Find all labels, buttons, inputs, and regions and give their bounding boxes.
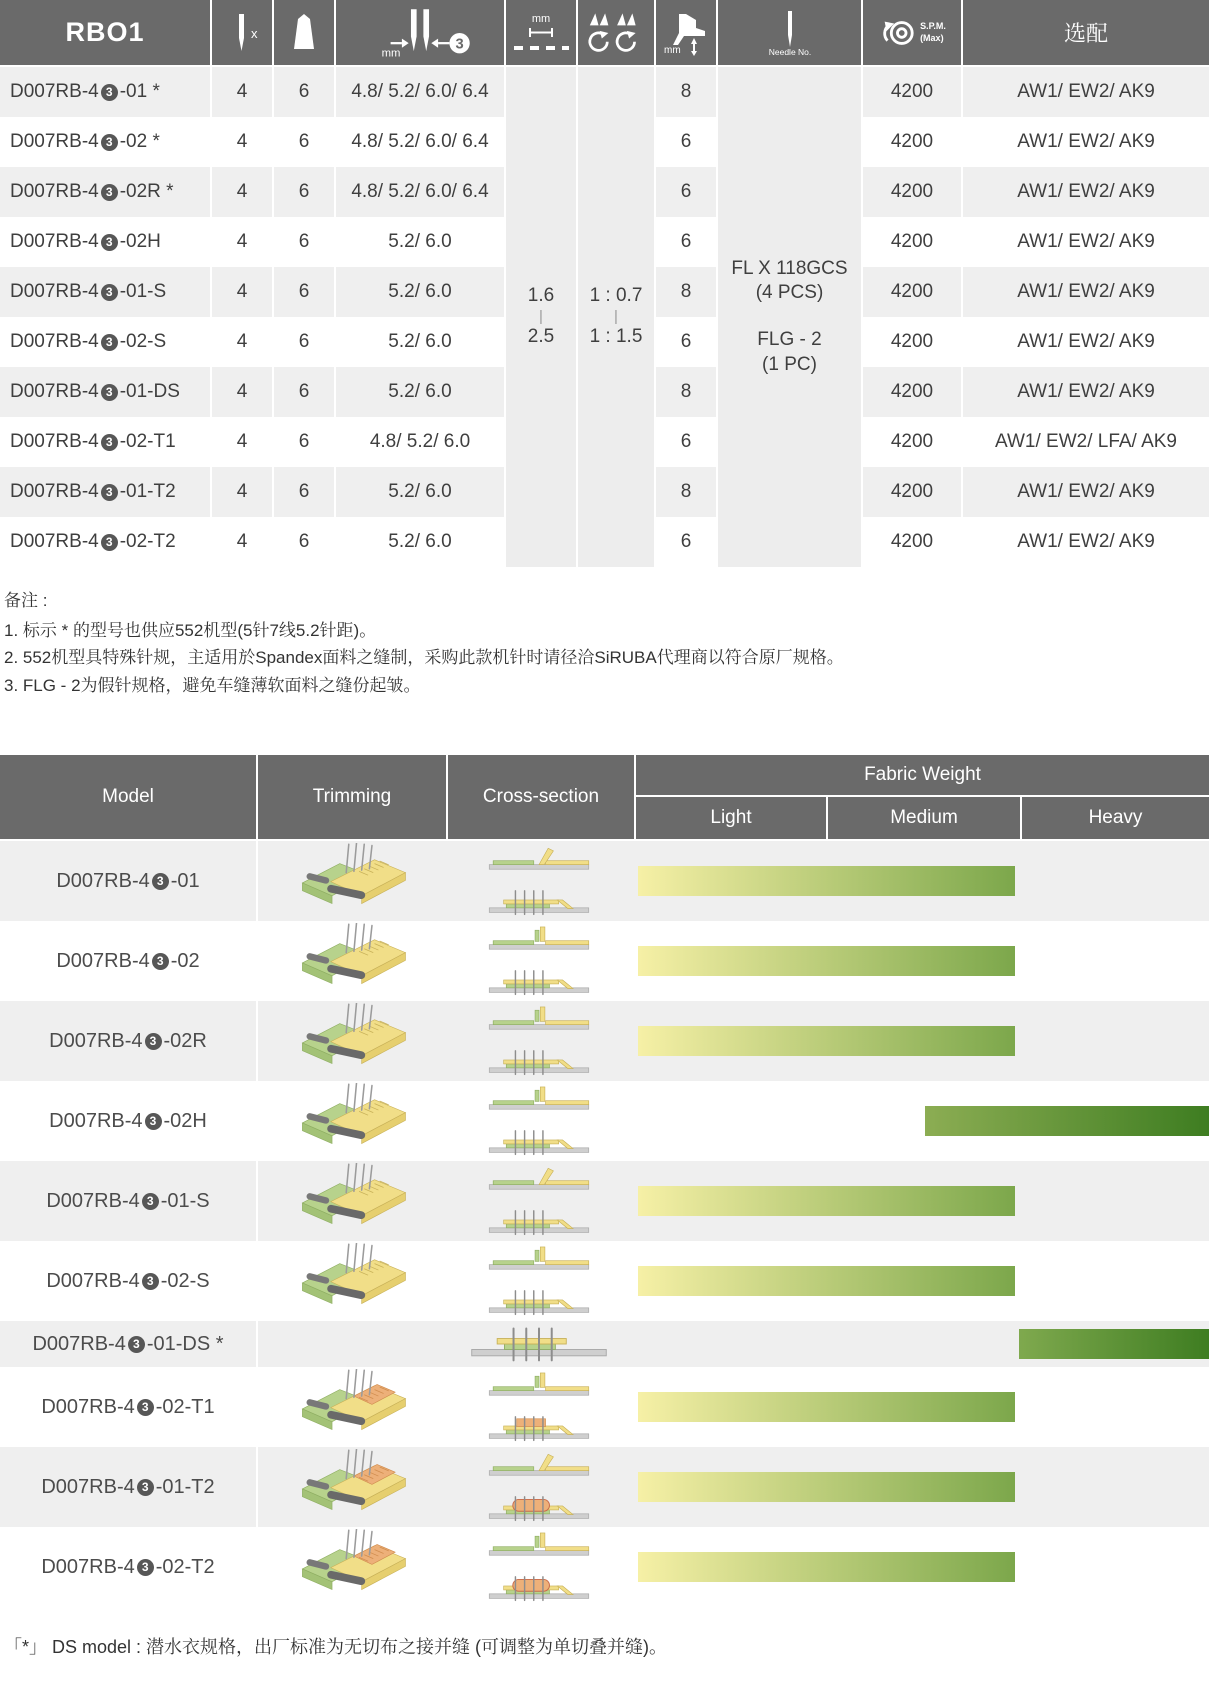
trimming-illustration [258, 1367, 446, 1447]
fabric-weight-bar [1019, 1329, 1209, 1359]
model-row-content [258, 841, 1209, 921]
thread-count-cell: 6 [274, 417, 334, 467]
stitch-length-max: 2.5 [527, 326, 555, 348]
needle-gauge-cell: 4.8/ 5.2/ 6.0/ 6.4 [336, 67, 504, 117]
speed-cell: 4200 [863, 167, 961, 217]
circled-3-badge: 3 [101, 284, 118, 301]
differential-ratio-max: 1 : 1.5 [589, 326, 643, 348]
model-name: D007RB-4 [56, 949, 150, 972]
needle-count-header [212, 0, 272, 65]
model-column-header: Model [0, 755, 256, 839]
fabric-medium-header: Medium [828, 797, 1022, 839]
stitch-length-min: 1.6 [527, 285, 555, 307]
model-row-content [258, 1447, 1209, 1527]
circled-3-badge: 3 [101, 184, 118, 201]
model-cell [0, 1241, 256, 1321]
fabric-weight-bar [925, 1106, 1209, 1136]
fabric-weight-cell [632, 1161, 1209, 1241]
spm-max-label: (Max) [920, 32, 944, 43]
optional-accessories-cell: AW1/ EW2/ AK9 [963, 67, 1209, 117]
foot-lift-cell: 6 [656, 167, 716, 217]
circled-3-badge: 3 [128, 1336, 145, 1353]
model-cell [0, 217, 210, 267]
note-item: 1. 标示 * 的型号也供应552机型(5针7线5.2针距)。 [4, 620, 377, 640]
fabric-weight-cell [632, 921, 1209, 1001]
circled-3-badge: 3 [101, 84, 118, 101]
model-name: D007RB-4 [10, 431, 99, 452]
notes-section [4, 587, 1209, 699]
needle-count-cell: 4 [212, 317, 272, 367]
model-name: D007RB-4 [10, 81, 99, 102]
model-name-suffix: -02-T2 [155, 1555, 215, 1578]
model-cell [0, 517, 210, 567]
model-name-suffix: -01-S [119, 281, 167, 302]
foot-lift-cell: 6 [656, 417, 716, 467]
thread-count-cell: 6 [274, 467, 334, 517]
fabric-weight-bar [638, 1552, 1015, 1582]
needle-count-cell: 4 [212, 467, 272, 517]
model-name-suffix: -01-DS [119, 381, 180, 402]
needle-gauge-cell: 5.2/ 6.0 [336, 217, 504, 267]
model-table [0, 755, 1209, 1607]
model-name: D007RB-4 [46, 1189, 140, 1212]
cross-section-illustration [446, 1241, 632, 1321]
range-separator: | [539, 307, 543, 325]
model-table-row [0, 921, 1209, 1001]
thread-count-cell: 6 [274, 267, 334, 317]
model-row-content [258, 1001, 1209, 1081]
speed-cell: 4200 [863, 67, 961, 117]
model-cell [0, 67, 210, 117]
trimming-illustration [258, 1527, 446, 1607]
model-name: D007RB-4 [10, 381, 99, 402]
model-name: D007RB-4 [41, 1475, 135, 1498]
stitch-length-icon [511, 10, 571, 56]
model-name: D007RB-4 [10, 281, 99, 302]
needle-gauge-cell: 5.2/ 6.0 [336, 467, 504, 517]
optional-header-label: 选配 [1063, 21, 1108, 46]
model-name-suffix: -02-S [160, 1269, 210, 1292]
differential-feed-icon [585, 9, 647, 57]
spm-label: S.P.M. [920, 21, 946, 32]
trimming-column-header: Trimming [258, 755, 446, 839]
spec-table-header [0, 0, 1209, 65]
model-name-suffix: -02R [163, 1029, 207, 1052]
cross-section-illustration [446, 1001, 632, 1081]
circled-3-badge: 3 [137, 1399, 154, 1416]
model-cell [0, 317, 210, 367]
fabric-weight-cell [632, 1447, 1209, 1527]
cross-section-illustration [446, 1161, 632, 1241]
needle-gauge-cell: 5.2/ 6.0 [336, 517, 504, 567]
thread-count-cell: 6 [274, 517, 334, 567]
notes-title: 备注 : [4, 591, 48, 610]
needle-count-cell: 4 [212, 67, 272, 117]
optional-accessories-cell: AW1/ EW2/ AK9 [963, 517, 1209, 567]
thread-count-header [274, 0, 334, 65]
model-name: D007RB-4 [10, 331, 99, 352]
stitch-length-header [506, 0, 576, 65]
cross-section-illustration [446, 841, 632, 921]
model-row-content [258, 1527, 1209, 1607]
circled-3-badge: 3 [101, 134, 118, 151]
thread-count-icon [282, 11, 326, 55]
foot-lift-cell: 8 [656, 267, 716, 317]
model-cell [0, 1321, 256, 1367]
thread-count-cell: 6 [274, 117, 334, 167]
model-name: D007RB-4 [41, 1395, 135, 1418]
needle-system-icon [755, 9, 825, 57]
fabric-weight-cell [632, 1241, 1209, 1321]
circled-3-badge: 3 [137, 1559, 154, 1576]
fabric-weight-cell [632, 841, 1209, 921]
circled-3-badge: 3 [152, 953, 169, 970]
model-table-row [0, 1081, 1209, 1161]
optional-accessories-cell: AW1/ EW2/ AK9 [963, 167, 1209, 217]
speed-cell: 4200 [863, 367, 961, 417]
model-name: D007RB-4 [56, 869, 150, 892]
optional-accessories-cell: AW1/ EW2/ AK9 [963, 117, 1209, 167]
thread-count-cell: 6 [274, 67, 334, 117]
foot-lift-cell: 8 [656, 367, 716, 417]
model-table-row [0, 1321, 1209, 1367]
circled-3-badge: 3 [145, 1033, 162, 1050]
trimming-illustration [258, 1161, 446, 1241]
spec-table [0, 0, 1209, 567]
svg-text:mm: mm [381, 47, 401, 59]
circled-3-badge: 3 [142, 1193, 159, 1210]
model-name-suffix: -02H [119, 231, 161, 252]
cross-section-illustration [446, 1527, 632, 1607]
footer-note: 「*」 DS model : 潜水衣规格，出厂标准为无切布之接并缝 (可调整为单切叠并缝)。 [4, 1637, 668, 1658]
model-name-suffix: -01 [170, 869, 200, 892]
optional-accessories-cell: AW1/ EW2/ AK9 [963, 217, 1209, 267]
differential-ratio-merged-cell [578, 67, 654, 567]
foot-lift-header [656, 0, 716, 65]
model-cell [0, 921, 256, 1001]
series-title-cell [0, 0, 210, 65]
speed-cell: 4200 [863, 517, 961, 567]
range-separator: | [614, 307, 618, 325]
model-cell [0, 267, 210, 317]
model-name-suffix: -01-T2 [119, 481, 176, 502]
optional-accessories-cell: AW1/ EW2/ AK9 [963, 267, 1209, 317]
svg-text:Needle No.: Needle No. [768, 46, 811, 57]
model-row-content [258, 1367, 1209, 1447]
thread-count-cell: 6 [274, 167, 334, 217]
model-name-suffix: -02 * [119, 131, 160, 152]
speed-cell: 4200 [863, 467, 961, 517]
model-name: D007RB-4 [10, 131, 99, 152]
note-item: 2. 552机型具特殊针规，主适用於Spandex面料之缝制，采购此款机针时请径洽SiRUBA代理商以符合原厂规格。 [4, 648, 844, 668]
speed-header [863, 0, 961, 65]
cross-section-illustration [446, 1447, 632, 1527]
foot-lift-cell: 6 [656, 217, 716, 267]
model-row-content [258, 1321, 1209, 1367]
needle-system-header [718, 0, 861, 65]
model-table-header [0, 755, 1209, 839]
model-cell [0, 1367, 256, 1447]
needle-count-cell: 4 [212, 117, 272, 167]
needle-count-cell: 4 [212, 217, 272, 267]
speed-cell: 4200 [863, 117, 961, 167]
fabric-weight-cell [632, 1321, 1209, 1367]
circled-3-badge: 3 [145, 1113, 162, 1130]
thread-count-cell: 6 [274, 317, 334, 367]
speed-cell: 4200 [863, 217, 961, 267]
foot-lift-cell: 8 [656, 67, 716, 117]
model-cell [0, 841, 256, 921]
circled-3-badge: 3 [101, 384, 118, 401]
model-name-suffix: -01-S [160, 1189, 210, 1212]
differential-ratio-min: 1 : 0.7 [589, 285, 643, 307]
needle-system-line4: (1 PC) [762, 353, 817, 375]
model-row-content [258, 1161, 1209, 1241]
needle-gauge-icon [365, 7, 475, 59]
model-cell [0, 167, 210, 217]
needle-gauge-cell: 4.8/ 5.2/ 6.0/ 6.4 [336, 167, 504, 217]
cross-section-illustration [446, 1367, 632, 1447]
model-name: D007RB-4 [49, 1029, 143, 1052]
model-name: D007RB-4 [46, 1269, 140, 1292]
optional-accessories-cell: AW1/ EW2/ AK9 [963, 367, 1209, 417]
needle-system-merged-cell [718, 67, 861, 567]
model-name: D007RB-4 [10, 181, 99, 202]
svg-text:mm: mm [664, 44, 681, 56]
foot-lift-cell: 6 [656, 117, 716, 167]
needle-gauge-header [336, 0, 504, 65]
cross-section-illustration [446, 921, 632, 1001]
model-name: D007RB-4 [10, 531, 99, 552]
model-row-content [258, 1081, 1209, 1161]
model-name-suffix: -01-DS * [146, 1332, 224, 1355]
model-name-suffix: -01-T2 [155, 1475, 215, 1498]
series-title: RBO1 [65, 17, 145, 47]
model-cell [0, 367, 210, 417]
optional-accessories-cell: AW1/ EW2/ LFA/ AK9 [963, 417, 1209, 467]
circled-3-badge: 3 [137, 1479, 154, 1496]
fabric-weight-cell [632, 1001, 1209, 1081]
optional-accessories-cell: AW1/ EW2/ AK9 [963, 467, 1209, 517]
needle-gauge-cell: 5.2/ 6.0 [336, 317, 504, 367]
needle-gauge-cell: 5.2/ 6.0 [336, 267, 504, 317]
model-cell [0, 1001, 256, 1081]
needle-system-line2: (4 PCS) [755, 282, 824, 304]
model-cell [0, 1527, 256, 1607]
cross-section-illustration [446, 1321, 632, 1367]
model-table-body [0, 841, 1209, 1607]
model-name-suffix: -02-T1 [119, 431, 176, 452]
circled-3-badge: 3 [101, 234, 118, 251]
needle-count-cell: 4 [212, 267, 272, 317]
fabric-weight-label: Fabric Weight [636, 755, 1209, 797]
model-name: D007RB-4 [10, 481, 99, 502]
fabric-weight-bar [638, 1266, 1015, 1296]
model-name: D007RB-4 [32, 1332, 126, 1355]
fabric-weight-bar [638, 1472, 1015, 1502]
fabric-weight-cell [632, 1367, 1209, 1447]
needle-system-line1: FL X 118GCS [731, 257, 848, 279]
trimming-illustration [258, 1081, 446, 1161]
model-table-row [0, 841, 1209, 921]
model-cell [0, 1081, 256, 1161]
circled-3-badge: 3 [101, 484, 118, 501]
model-name-suffix: -01 * [119, 81, 160, 102]
trimming-illustration [258, 1241, 446, 1321]
model-table-row [0, 1367, 1209, 1447]
needle-gauge-cell: 4.8/ 5.2/ 6.0 [336, 417, 504, 467]
circled-3-badge: 3 [101, 334, 118, 351]
thread-count-cell: 6 [274, 367, 334, 417]
circled-3-badge: 3 [152, 873, 169, 890]
fabric-weight-column-header [636, 755, 1209, 839]
model-cell [0, 117, 210, 167]
speed-cell: 4200 [863, 417, 961, 467]
foot-lift-cell: 8 [656, 467, 716, 517]
speed-icon [878, 14, 916, 52]
note-item: 3. FLG - 2为假针规格，避免车缝薄软面料之缝份起皱。 [4, 675, 421, 695]
model-name-suffix: -02R * [119, 181, 174, 202]
needle-count-cell: 4 [212, 367, 272, 417]
needle-system-line3: FLG - 2 [757, 329, 822, 350]
circled-3-badge: 3 [101, 434, 118, 451]
cross-section-illustration [446, 1081, 632, 1161]
model-cell [0, 1161, 256, 1241]
model-name-suffix: -02H [163, 1109, 207, 1132]
model-cell [0, 467, 210, 517]
circled-3-badge: 3 [101, 534, 118, 551]
trimming-illustration [258, 1321, 446, 1367]
fabric-weight-cell [632, 1081, 1209, 1161]
circled-3-badge: 3 [142, 1273, 159, 1290]
differential-feed-header [578, 0, 654, 65]
model-row-content [258, 1241, 1209, 1321]
model-cell [0, 1447, 256, 1527]
model-table-row [0, 1447, 1209, 1527]
fabric-weight-bar [638, 1026, 1015, 1056]
model-table-row [0, 1161, 1209, 1241]
needle-gauge-cell: 4.8/ 5.2/ 6.0/ 6.4 [336, 117, 504, 167]
model-table-row [0, 1001, 1209, 1081]
foot-lift-cell: 6 [656, 517, 716, 567]
fabric-weight-bar [638, 1392, 1015, 1422]
svg-text:x: x [251, 25, 258, 41]
speed-cell: 4200 [863, 317, 961, 367]
needle-count-cell: 4 [212, 517, 272, 567]
fabric-weight-bar [638, 1186, 1015, 1216]
model-name-suffix: -02 [170, 949, 200, 972]
trimming-illustration [258, 921, 446, 1001]
model-name: D007RB-4 [10, 231, 99, 252]
model-name-suffix: -02-T2 [119, 531, 176, 552]
speed-cell: 4200 [863, 267, 961, 317]
spec-table-body [0, 67, 1209, 567]
model-name: D007RB-4 [49, 1109, 143, 1132]
fabric-weight-bar [638, 866, 1015, 896]
fabric-heavy-header: Heavy [1088, 807, 1143, 829]
model-name: D007RB-4 [41, 1555, 135, 1578]
foot-lift-icon [656, 10, 716, 56]
needle-count-icon [220, 11, 264, 55]
model-table-row [0, 1241, 1209, 1321]
svg-text:mm: mm [531, 12, 551, 25]
optional-accessories-cell: AW1/ EW2/ AK9 [963, 317, 1209, 367]
model-cell [0, 417, 210, 467]
trimming-illustration [258, 841, 446, 921]
trimming-illustration [258, 1447, 446, 1527]
model-name-suffix: -02-S [119, 331, 167, 352]
optional-header [963, 0, 1209, 65]
needle-gauge-cell: 5.2/ 6.0 [336, 367, 504, 417]
cross-section-column-header: Cross-section [448, 755, 634, 839]
thread-count-cell: 6 [274, 217, 334, 267]
model-name-suffix: -02-T1 [155, 1395, 215, 1418]
needle-count-cell: 4 [212, 167, 272, 217]
needle-count-cell: 4 [212, 417, 272, 467]
model-row-content [258, 921, 1209, 1001]
model-table-row [0, 1527, 1209, 1607]
fabric-weight-bar [638, 946, 1015, 976]
fabric-weight-cell [632, 1527, 1209, 1607]
stitch-length-merged-cell [506, 67, 576, 567]
fabric-light-header: Light [636, 797, 828, 839]
trimming-illustration [258, 1001, 446, 1081]
foot-lift-cell: 6 [656, 317, 716, 367]
svg-text:3: 3 [455, 35, 464, 52]
